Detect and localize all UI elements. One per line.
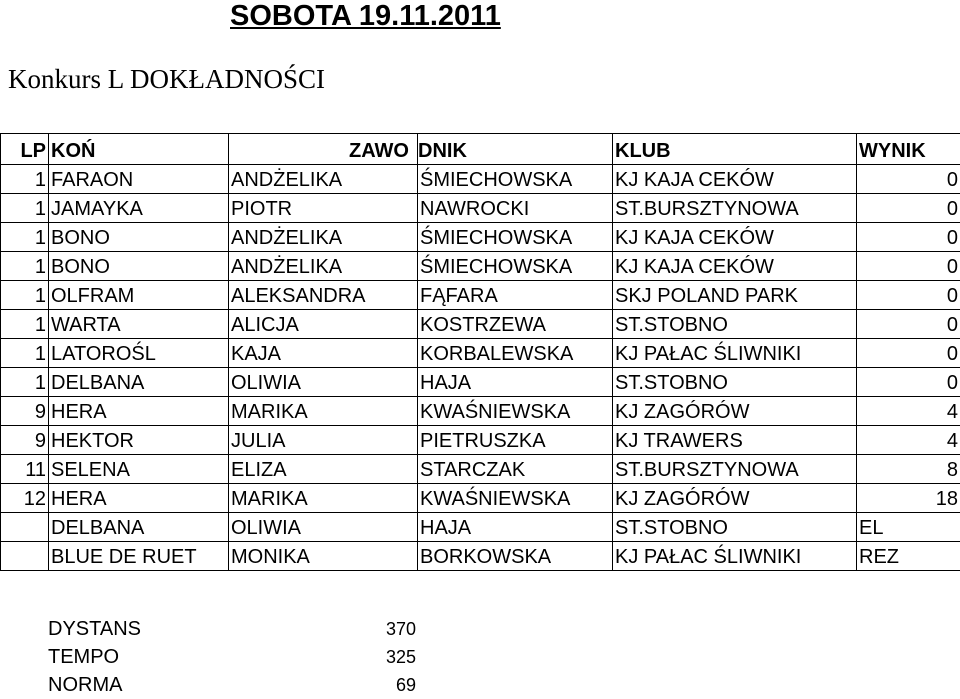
cell-imie: OLIWIA — [229, 513, 418, 542]
cell-kon: SELENA — [49, 455, 229, 484]
cell-nazwisko: NAWROCKI — [418, 194, 613, 223]
table-row — [1, 455, 960, 484]
cell-wynik: 8 — [857, 455, 960, 484]
cell-kon: HERA — [49, 484, 229, 513]
column-header-kon: KOŃ — [49, 134, 229, 165]
cell-klub: ST.STOBNO — [613, 368, 857, 397]
table-row — [1, 223, 960, 252]
param-value: 370 — [370, 615, 416, 643]
column-header-zawodnik-left — [229, 134, 418, 165]
cell-klub: KJ KAJA CEKÓW — [613, 223, 857, 252]
table-row — [1, 426, 960, 455]
cell-wynik: 0 — [857, 252, 960, 281]
param-label: DYSTANS — [48, 615, 370, 643]
cell-imie: JULIA — [229, 426, 418, 455]
cell-nazwisko: KORBALEWSKA — [418, 339, 613, 368]
cell-klub: KJ PAŁAC ŚLIWNIKI — [613, 542, 857, 571]
cell-lp: 1 — [1, 223, 49, 252]
cell-wynik: EL — [857, 513, 960, 542]
cell-lp: 1 — [1, 368, 49, 397]
cell-nazwisko: FĄFARA — [418, 281, 613, 310]
cell-klub: SKJ POLAND PARK — [613, 281, 857, 310]
cell-kon: DELBANA — [49, 513, 229, 542]
cell-wynik: 0 — [857, 194, 960, 223]
param-label: NORMA — [48, 671, 370, 699]
contest-title: Konkurs L DOKŁADNOŚCI — [8, 62, 325, 96]
cell-wynik: 0 — [857, 281, 960, 310]
table-row — [1, 339, 960, 368]
param-row — [48, 615, 416, 643]
cell-klub: ST.BURSZTYNOWA — [613, 194, 857, 223]
param-row — [48, 671, 416, 699]
cell-imie: KAJA — [229, 339, 418, 368]
table-row — [1, 397, 960, 426]
cell-lp — [1, 542, 49, 571]
cell-kon: DELBANA — [49, 368, 229, 397]
cell-kon: BLUE DE RUET — [49, 542, 229, 571]
cell-kon: LATOROŚL — [49, 339, 229, 368]
cell-lp: 9 — [1, 397, 49, 426]
column-header-wynik: WYNIK — [857, 134, 960, 165]
cell-wynik: 4 — [857, 397, 960, 426]
cell-klub: KJ PAŁAC ŚLIWNIKI — [613, 339, 857, 368]
cell-nazwisko: ŚMIECHOWSKA — [418, 223, 613, 252]
cell-imie: ANDŻELIKA — [229, 165, 418, 194]
cell-wynik: 0 — [857, 368, 960, 397]
date-title: SOBOTA 19.11.2011 — [230, 0, 501, 34]
cell-nazwisko: HAJA — [418, 513, 613, 542]
cell-wynik: 18 — [857, 484, 960, 513]
cell-klub: KJ TRAWERS — [613, 426, 857, 455]
course-params — [48, 615, 416, 699]
cell-nazwisko: ŚMIECHOWSKA — [418, 165, 613, 194]
column-header-lp: LP — [1, 134, 49, 165]
table-row — [1, 194, 960, 223]
cell-wynik: REZ — [857, 542, 960, 571]
cell-klub: ST.STOBNO — [613, 310, 857, 339]
column-header-zawodnik-right — [418, 134, 613, 165]
table-row — [1, 484, 960, 513]
param-row — [48, 643, 416, 671]
results-body — [1, 165, 960, 571]
cell-nazwisko: KOSTRZEWA — [418, 310, 613, 339]
cell-klub: ST.BURSZTYNOWA — [613, 455, 857, 484]
cell-lp: 1 — [1, 310, 49, 339]
param-value: 69 — [370, 671, 416, 699]
cell-imie: ALEKSANDRA — [229, 281, 418, 310]
cell-imie: MONIKA — [229, 542, 418, 571]
column-header-zawodnik-part1: ZAWO — [349, 138, 409, 164]
table-row — [1, 165, 960, 194]
param-value: 325 — [370, 643, 416, 671]
cell-wynik: 0 — [857, 339, 960, 368]
cell-lp: 1 — [1, 339, 49, 368]
table-row — [1, 252, 960, 281]
cell-imie: ANDŻELIKA — [229, 223, 418, 252]
cell-kon: WARTA — [49, 310, 229, 339]
cell-kon: HERA — [49, 397, 229, 426]
cell-imie: ANDŻELIKA — [229, 252, 418, 281]
cell-lp: 9 — [1, 426, 49, 455]
table-row — [1, 281, 960, 310]
cell-imie: PIOTR — [229, 194, 418, 223]
cell-kon: BONO — [49, 223, 229, 252]
cell-klub: KJ KAJA CEKÓW — [613, 252, 857, 281]
column-header-klub: KLUB — [613, 134, 857, 165]
cell-nazwisko: HAJA — [418, 368, 613, 397]
cell-kon: FARAON — [49, 165, 229, 194]
header-row — [1, 134, 960, 165]
cell-lp: 1 — [1, 252, 49, 281]
cell-imie: MARIKA — [229, 397, 418, 426]
cell-lp: 1 — [1, 194, 49, 223]
cell-imie: OLIWIA — [229, 368, 418, 397]
cell-imie: MARIKA — [229, 484, 418, 513]
cell-nazwisko: KWAŚNIEWSKA — [418, 397, 613, 426]
cell-nazwisko: BORKOWSKA — [418, 542, 613, 571]
cell-wynik: 0 — [857, 310, 960, 339]
cell-lp: 12 — [1, 484, 49, 513]
cell-kon: HEKTOR — [49, 426, 229, 455]
cell-wynik: 0 — [857, 165, 960, 194]
cell-kon: OLFRAM — [49, 281, 229, 310]
cell-klub: KJ ZAGÓRÓW — [613, 484, 857, 513]
cell-wynik: 4 — [857, 426, 960, 455]
table-row — [1, 513, 960, 542]
cell-lp: 1 — [1, 165, 49, 194]
cell-nazwisko: STARCZAK — [418, 455, 613, 484]
table-row — [1, 542, 960, 571]
table-row — [1, 368, 960, 397]
table-row — [1, 310, 960, 339]
column-header-zawodnik-part2: DNIK — [418, 138, 467, 164]
cell-lp: 11 — [1, 455, 49, 484]
results-table — [0, 133, 960, 571]
cell-klub: KJ ZAGÓRÓW — [613, 397, 857, 426]
cell-nazwisko: KWAŚNIEWSKA — [418, 484, 613, 513]
cell-nazwisko: ŚMIECHOWSKA — [418, 252, 613, 281]
cell-lp: 1 — [1, 281, 49, 310]
params-body — [48, 615, 416, 699]
cell-klub: ST.STOBNO — [613, 513, 857, 542]
param-label: TEMPO — [48, 643, 370, 671]
cell-lp — [1, 513, 49, 542]
cell-nazwisko: PIETRUSZKA — [418, 426, 613, 455]
cell-imie: ELIZA — [229, 455, 418, 484]
cell-imie: ALICJA — [229, 310, 418, 339]
cell-klub: KJ KAJA CEKÓW — [613, 165, 857, 194]
cell-kon: BONO — [49, 252, 229, 281]
cell-kon: JAMAYKA — [49, 194, 229, 223]
cell-wynik: 0 — [857, 223, 960, 252]
